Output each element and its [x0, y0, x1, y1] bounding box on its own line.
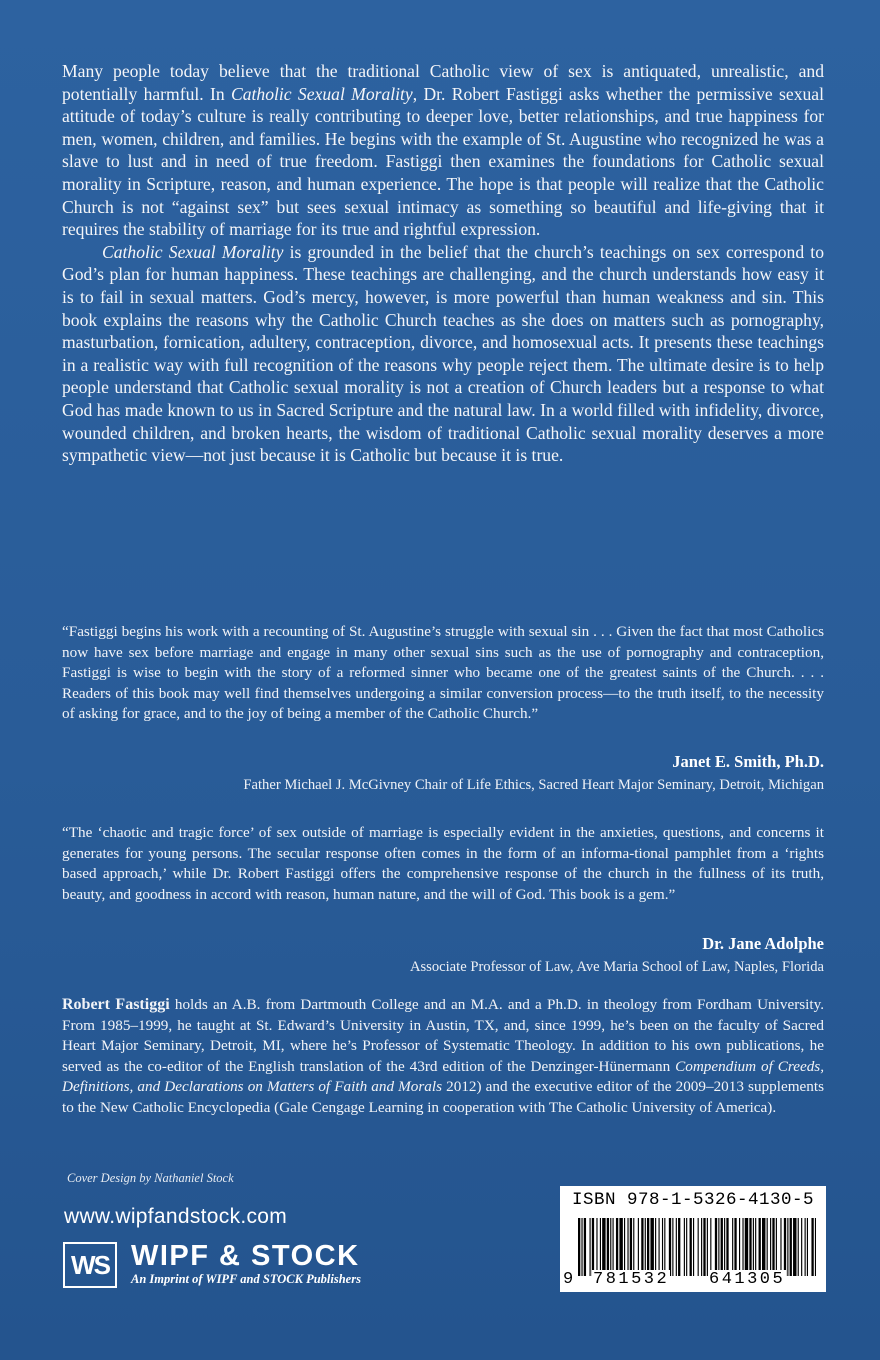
publisher-logo-mark: WS — [63, 1242, 117, 1288]
bio-text-b: 2012) and the executive editor of the 2009–2013 supplements to the New Catholic Encyclopedia (Gale Cengage Learning in cooperation with The Catholic University of America). — [62, 1078, 824, 1116]
barcode-bar — [739, 1218, 740, 1276]
barcode-bars — [578, 1218, 816, 1276]
barcode-bar — [633, 1218, 634, 1276]
barcode-bar — [655, 1218, 656, 1276]
barcode-bar — [755, 1218, 756, 1276]
barcode-bar — [624, 1218, 625, 1276]
barcode-bar — [698, 1218, 699, 1276]
barcode-bar — [602, 1218, 605, 1276]
book-title-mention-2: Catholic Sexual Morality — [102, 241, 284, 262]
barcode-bar — [678, 1218, 680, 1276]
blurb-p2-text: is grounded in the belief that the church’s teachings on sex correspond to God’s plan for human happiness. These teachings are challenging, and the church understands how easy it is to fail in sexual matters. God’s mercy, however, is more powerful than human weakness and sin. This book explains the reasons why the Catholic Church teaches as she does on matters such as pornography, masturbation, fornication, adultery, contraception, divorce, and homosexual acts. It presents these teachings in a realistic way with full recognition of the reasons why people reject them. The ultimate desire is to help people understand that Catholic sexual morality is not a creation of Church leaders but a response to what God has made known to us in Sacred Scripture and the natural law. In a world filled with infidelity, divorce, wounded children, and broken hearts, the wisdom of traditional Catholic sexual morality deserves a more sympathetic view—not just because it is Catholic but because it is true. — [62, 241, 824, 466]
barcode-bar — [578, 1218, 580, 1276]
barcode-bar — [600, 1218, 601, 1276]
barcode-bar — [732, 1218, 733, 1276]
endorser-name-2: Dr. Jane Adolphe — [702, 934, 824, 953]
barcode-bar — [724, 1218, 725, 1276]
barcode-bar — [641, 1218, 643, 1276]
barcode-bar — [619, 1218, 622, 1276]
barcode-bar — [734, 1218, 736, 1276]
publisher-website: www.wipfandstock.com — [64, 1205, 288, 1228]
barcode-bar — [664, 1218, 665, 1276]
barcode-bar — [710, 1218, 711, 1276]
barcode-group-1: 781532 — [593, 1270, 670, 1289]
barcode-bar — [726, 1218, 728, 1276]
isbn-barcode — [560, 1186, 826, 1292]
barcode-bar — [772, 1218, 774, 1276]
author-bio — [62, 995, 824, 1119]
endorsement-quote-2: “The ‘chaotic and tragic force’ of sex outside of marriage is especially evident in the anxieties, questions, and concerns it generates for young persons. The secular response often comes in the form of an informa-tional pamphlet from a ‘rights based approach,’ while Dr. Robert Fastiggi offers the comprehensive response of the church in the fullness of its truth, beauty, and goodness in accord with reason, human nature, and the will of God. This book is a gem.” — [62, 824, 824, 903]
barcode-bar — [703, 1218, 705, 1276]
barcode-bar — [749, 1218, 751, 1276]
barcode-bar — [776, 1218, 777, 1276]
endorser-title-1: Father Michael J. McGivney Chair of Life Ethics, Sacred Heart Major Seminary, Detroit, Michigan — [243, 777, 824, 793]
barcode-bar — [616, 1218, 618, 1276]
blurb-p1-text-b: , Dr. Robert Fastiggi asks whether the permissive sexual attitude of today’s culture is really contributing to deeper love, better relationships, and true happiness for men, women, children, and families. He begins with the example of St. Augustine who recognized he was a slave to lust and in need of true freedom. Fastiggi then examines the foundations for Catholic sexual morality in Scripture, reason, and human experience. The hope is that people will realize that the Catholic Church is not “against sex” but sees sexual intimacy as something so beautiful and life-giving that it requires the stability of marriage for its true and rightful expression. — [62, 83, 824, 240]
publisher-name: WIPF & STOCK — [131, 1240, 360, 1272]
barcode-group-2: 641305 — [709, 1270, 786, 1289]
barcode-bar — [669, 1218, 671, 1276]
barcode-bar — [672, 1218, 673, 1276]
cover-design-credit: Cover Design by Nathaniel Stock — [67, 1171, 234, 1185]
barcode-bar — [590, 1218, 591, 1276]
barcode-bar — [715, 1218, 717, 1276]
barcode-bar — [707, 1218, 708, 1276]
barcode-bar — [767, 1218, 768, 1276]
barcode-bar — [798, 1218, 799, 1276]
author-name: Robert Fastiggi — [62, 996, 170, 1013]
barcode-bar — [693, 1218, 694, 1276]
barcode-bar — [684, 1218, 685, 1276]
barcode-bar — [762, 1218, 765, 1276]
barcode-bar — [805, 1218, 806, 1276]
barcode-bar — [613, 1218, 614, 1276]
barcode-bar — [647, 1218, 649, 1276]
barcode-lead-digit: 9 — [563, 1270, 574, 1289]
endorser-name-1: Janet E. Smith, Ph.D. — [672, 752, 824, 771]
barcode-bar — [662, 1218, 663, 1276]
blurb-paragraph-2 — [62, 241, 824, 467]
barcode-bar — [753, 1218, 754, 1276]
publisher-imprint: An Imprint of WIPF and STOCK Publishers — [131, 1272, 361, 1286]
bio-text-a: holds an A.B. from Dartmouth College and an M.A. and a Ph.D. in theology from Fordham University. From 1985–1999, he taught at St. Edward’s University in Austin, TX, and, since 1999, he’s been on the faculty of Sacred Heart Major Seminary, Detroit, MI, where he’s Professor of Systematic Theology. In addition to his own publications, he served as the co-editor of the English translation of the 43rd edition of the Denzinger-Hünermann — [62, 996, 825, 1075]
barcode-bar — [686, 1218, 687, 1276]
barcode-bar — [790, 1218, 792, 1276]
barcode-bar — [701, 1218, 702, 1276]
description-blurb — [62, 60, 824, 467]
book-title-mention: Catholic Sexual Morality — [231, 83, 413, 104]
barcode-bar — [801, 1218, 802, 1276]
barcode-bar — [690, 1218, 692, 1276]
barcode-bar — [793, 1218, 796, 1276]
barcode-bar — [592, 1218, 594, 1276]
barcode-bar — [770, 1218, 771, 1276]
barcode-bar — [659, 1218, 660, 1276]
blurb-p1-text-a: Many people today believe that the traditional Catholic view of sex is antiquated, unrealistic, and potentially harmful. In — [62, 61, 824, 104]
barcode-bar — [610, 1218, 611, 1276]
barcode-digits — [560, 1270, 826, 1290]
blurb-paragraph-1 — [62, 60, 824, 241]
barcode-bar — [581, 1218, 582, 1276]
isbn-label: ISBN 978-1-5326-4130-5 — [571, 1190, 815, 1210]
barcode-bar — [811, 1218, 813, 1276]
barcode-bar — [638, 1218, 639, 1276]
bio-work-title: Compendium of Creeds, Definitions, and Declarations on Matters of Faith and Morals — [62, 1057, 824, 1096]
barcode-bar — [742, 1218, 743, 1276]
barcode-bar — [780, 1218, 781, 1276]
barcode-bar — [815, 1218, 816, 1276]
barcode-bar — [596, 1218, 597, 1276]
barcode-bar — [607, 1218, 609, 1276]
barcode-bar — [807, 1218, 808, 1276]
barcode-bar — [787, 1218, 788, 1276]
barcode-bar — [627, 1218, 628, 1276]
barcode-bar — [650, 1218, 653, 1276]
endorser-title-2: Associate Professor of Law, Ave Maria School of Law, Naples, Florida — [409, 959, 824, 975]
barcode-bar — [630, 1218, 632, 1276]
barcode-bar — [759, 1218, 761, 1276]
barcode-bar — [721, 1218, 723, 1276]
barcode-bar — [745, 1218, 748, 1276]
barcode-bar — [645, 1218, 646, 1276]
barcode-bar — [718, 1218, 719, 1276]
endorsement-quote-1: “Fastiggi begins his work with a recounting of St. Augustine’s struggle with sexual sin . . . Given the fact that most Catholics now have sex before marriage and engage in many other sexual sins such as the use of pornography and contraception, Fastiggi is wise to begin with the story of a reformed sinner who became one of the greatest saints of the Church. . . . Readers of this book may well find themselves undergoing a similar conversion process—to the truth itself, to the necessity of asking for grace, and to the joy of being a member of the Catholic Church.” — [62, 623, 824, 723]
barcode-bar — [676, 1218, 677, 1276]
barcode-bar — [584, 1218, 586, 1276]
barcode-bar — [784, 1218, 786, 1276]
